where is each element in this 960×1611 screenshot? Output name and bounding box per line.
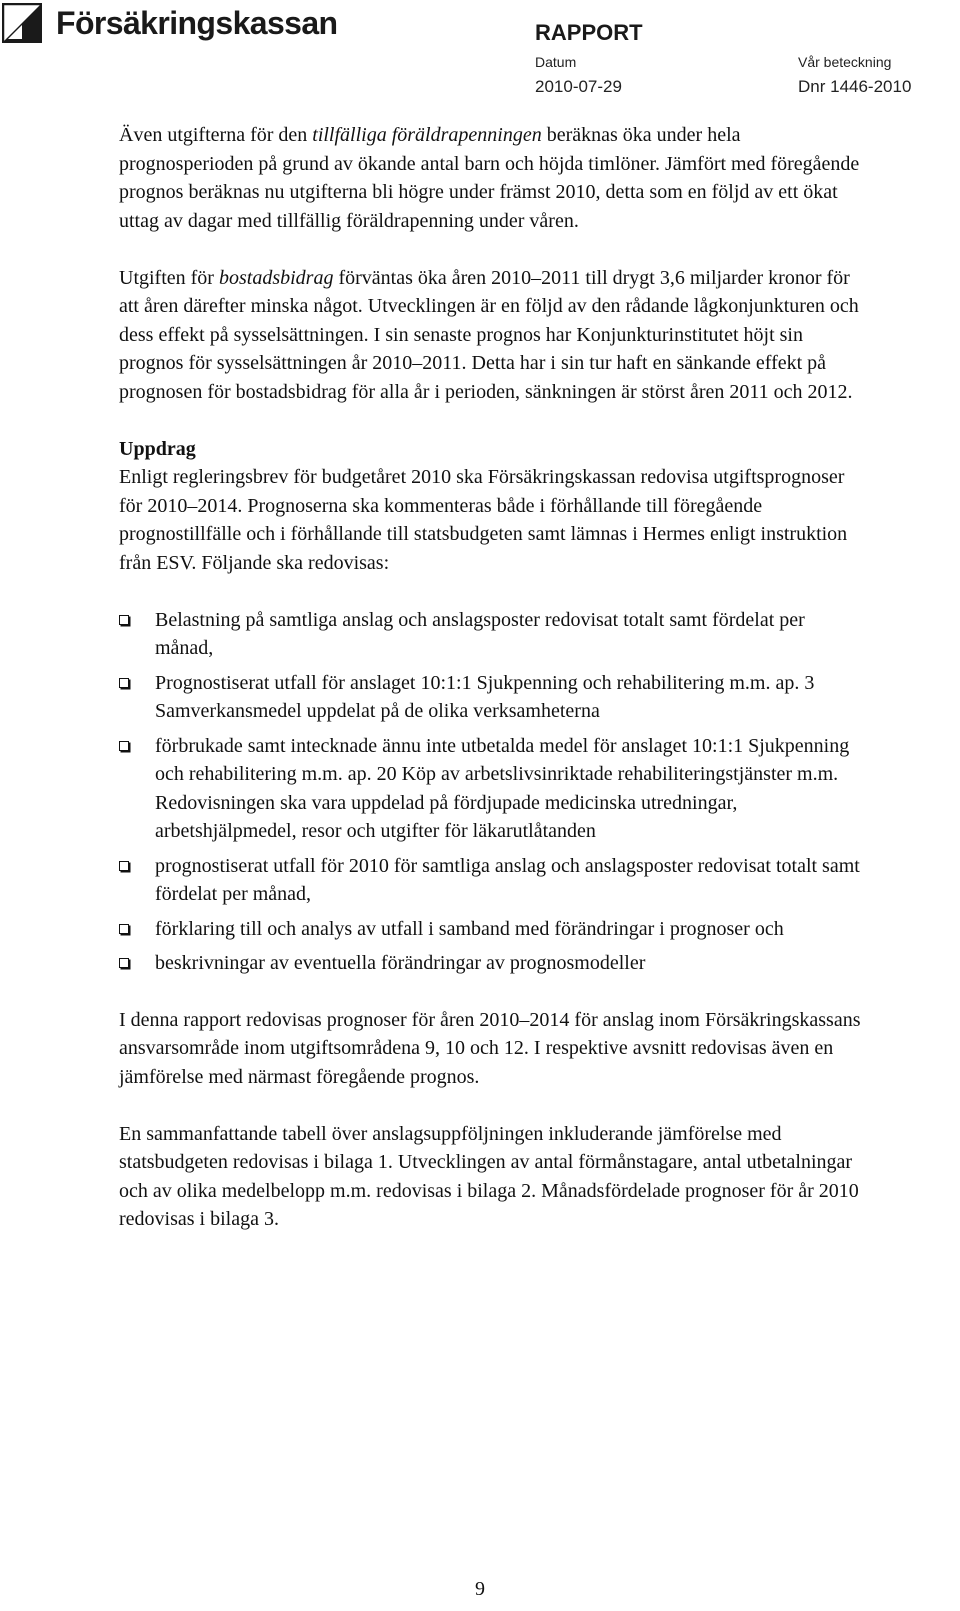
logo: [2, 3, 338, 43]
list-item: [119, 949, 864, 978]
section-heading: Uppdrag: [119, 437, 196, 460]
list-item: [119, 669, 864, 726]
logo-mark-icon: [2, 3, 42, 43]
list-item-text: prognostiserat utfall för 2010 för samtliga anslag och anslagsposter redovisat totalt samt fördelat per månad,: [155, 854, 860, 905]
checkbox-bullet-icon: [119, 615, 129, 625]
list-item-text: förklaring till och analys av utfall i samband med förändringar i prognoser och: [155, 917, 784, 940]
list-item-text: beskrivningar av eventuella förändringar av prognosmodeller: [155, 952, 646, 974]
reference-value: Dnr 1446-2010: [798, 77, 912, 96]
list-item-text: Belastning på samtliga anslag och anslagsposter redovisat totalt samt fördelat per månad,: [155, 608, 805, 659]
report-title: RAPPORT: [535, 20, 643, 45]
checkbox-bullet-icon: [119, 741, 129, 751]
date-label: Datum: [535, 54, 577, 70]
paragraph-tillfallig-foraldrapenning: [119, 121, 864, 235]
p1-text-after: beräknas öka under hela prognosperioden på grund av ökande antal barn och höjda timlöner. Jämfört med föregående prognos beräknas nu utgifterna bli högre under främst 2010, detta som en följd av ett ökat uttag av dagar med tillfällig föräldrapenning under våren.: [119, 124, 860, 232]
list-item: [119, 732, 864, 846]
reference-label: Vår beteckning: [798, 54, 892, 70]
paragraph-uppdrag: Enligt regleringsbrev för budgetåret 2010 ska Försäkringskassan redovisa utgiftsprognoser för 2010–2014. Prognoserna ska kommenteras både i förhållande till föregående prognostillfälle och i förhållande till statsbudgeten samt lämnas i Hermes enligt instruktion från ESV. Följande ska redovisas:: [119, 466, 848, 574]
paragraph-bilagor: En sammanfattande tabell över anslagsuppföljningen inkluderande jämförelse med statsbudgeten redovisas i bilaga 1. Utvecklingen av antal förmånstagare, antal utbetalningar och av olika medelbelopp m.m. redovisas i bilaga 2. Månadsfördelade prognoser för år 2010 redovisas i bilaga 3.: [119, 1122, 859, 1230]
p1-italic-term: tillfälliga föräldrapenningen: [312, 124, 542, 146]
document-body: [119, 121, 864, 1234]
checkbox-bullet-icon: [119, 958, 129, 968]
paragraph-rapport-omfattning: I denna rapport redovisas prognoser för åren 2010–2014 för anslag inom Försäkringskassans ansvarsområde inom utgiftsområdena 9, 10 och 12. I respektive avsnitt redovisas även en jämförelse med närmast föregående prognos.: [119, 1008, 861, 1088]
logo-text: Försäkringskassan: [56, 5, 338, 41]
checkbox-bullet-icon: [119, 924, 129, 934]
list-item-text: Prognostiserat utfall för anslaget 10:1:1 Sjukpenning och rehabilitering m.m. ap. 3 Samverkansmedel uppdelat på de olika verksamheterna: [155, 671, 815, 722]
p1-text-before: Även utgifterna för den: [119, 124, 313, 146]
list-item: [119, 852, 864, 909]
paragraph-bostadsbidrag: [119, 264, 864, 407]
list-item: [119, 606, 864, 663]
list-item: [119, 915, 864, 944]
checkbox-bullet-icon: [119, 861, 129, 871]
requirement-list: [119, 606, 864, 978]
checkbox-bullet-icon: [119, 678, 129, 688]
p2-text-before: Utgiften för: [119, 266, 219, 289]
p2-italic-term: bostadsbidrag: [218, 266, 334, 289]
date-value: 2010-07-29: [535, 77, 622, 96]
p2-text-after: förväntas öka åren 2010–2011 till drygt 3,6 miljarder kronor för att åren därefter minska något. Utvecklingen är en följd av den rådande lågkonjunkturen och dess effekt på sysselsättningen. I sin senaste prognos har Konjunkturinstitutet höjt sin prognos för sysselsättningen år 2010–2011. Detta har i sin tur haft en sänkande effekt på prognosen för bostadsbidrag för alla år i perioden, sänkningen är störst åren 2011 och 2012.: [119, 266, 859, 403]
page-number: 9: [475, 1578, 485, 1600]
list-item-text: förbrukade samt intecknade ännu inte utbetalda medel för anslaget 10:1:1 Sjukpenning och rehabilitering m.m. ap. 20 Köp av arbetslivsinriktade rehabiliteringstjänster m.m. Redovisningen ska vara uppdelad på fördjupade medicinska utredningar, arbetshjälpmedel, resor och utgifter för läkarutlåtanden: [155, 734, 850, 842]
